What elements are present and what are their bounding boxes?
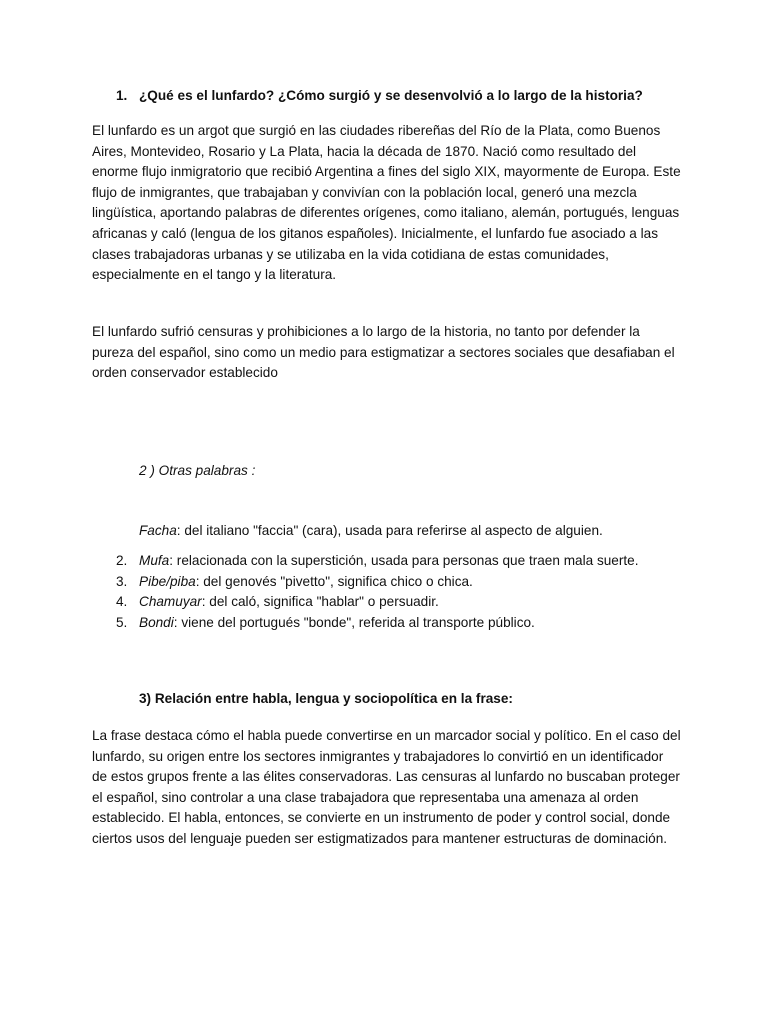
list-item [116, 572, 676, 593]
list-item [116, 551, 676, 572]
word-term: Chamuyar [139, 594, 202, 610]
word-term: Bondi [139, 614, 174, 630]
word-term: Pibe/piba [139, 573, 196, 589]
list-item-number: 3. [116, 573, 128, 589]
word-definition: : del genovés "pivetto", significa chico o chica. [195, 573, 473, 589]
section3-paragraph: La frase destaca cómo el habla puede convertirse en un marcador social y político. En el caso del lunfardo, su origen entre los sectores inmigrantes y trabajadores lo convirtió en un identificador de estos grupos frente a las élites conservadoras. Las censuras al lunfardo no buscaban proteger el español, sino controlar a una clase trabajadora que representaba una amenaza al orden establecido. El habla, entonces, se convierte en un instrumento de poder y control social, donde ciertos usos del lenguaje pueden ser estigmatizados para mantener estructuras de dominación. [92, 728, 681, 846]
word-definition: : del caló, significa "hablar" o persuadir. [201, 594, 439, 610]
word-term: Facha [139, 523, 177, 538]
section3-heading: 3) Relación entre habla, lengua y sociopolítica en la frase: [139, 691, 513, 706]
list-item-number: 2. [116, 553, 128, 568]
list-item-number: 4. [116, 594, 128, 610]
section1-number: 1. [116, 88, 128, 103]
section1-heading [116, 86, 696, 107]
word-definition: : relacionada con la superstición, usada para personas que traen mala suerte. [169, 553, 639, 568]
section1-paragraph-1: El lunfardo es un argot que surgió en las ciudades ribereñas del Río de la Plata, como Buenos Aires, Montevideo, Rosario y La Plata, hacia la década de 1870. Nació como resultado del enorme flujo inmigratorio que recibió Argentina a fines del siglo XIX, mayormente de Europa. Este flujo de inmigrantes, que trabajaban y convivían con la población local, generó una mezcla lingüística, aportando palabras de diferentes orígenes, como italiano, alemán, portugués, lenguas africanas y caló (lengua de los gitanos españoles). Inicialmente, el lunfardo fue asociado a las clases trabajadoras urbanas y se utilizaba en la vida cotidiana de estas comunidades, especialmente en el tango y la literatura. [92, 123, 681, 283]
word-list [116, 551, 676, 633]
word-definition: : del italiano "faccia" (cara), usada para referirse al aspecto de alguien. [176, 523, 603, 538]
section1-heading-text: ¿Qué es el lunfardo? ¿Cómo surgió y se desenvolvió a lo largo de la historia? [139, 88, 643, 103]
list-item [116, 592, 676, 613]
list-item [116, 613, 676, 634]
section2-heading: 2 ) Otras palabras : [139, 463, 256, 478]
word-definition: : viene del portugués "bonde", referida al transporte público. [173, 614, 535, 630]
section1-paragraph-2: El lunfardo sufrió censuras y prohibiciones a lo largo de la historia, no tanto por defender la pureza del español, sino como un medio para estigmatizar a sectores sociales que desafiaban el orden conservador establecido [92, 324, 675, 381]
list-item-number: 5. [116, 614, 128, 630]
word-term: Mufa [139, 553, 170, 568]
word-entry-facha [139, 521, 603, 542]
